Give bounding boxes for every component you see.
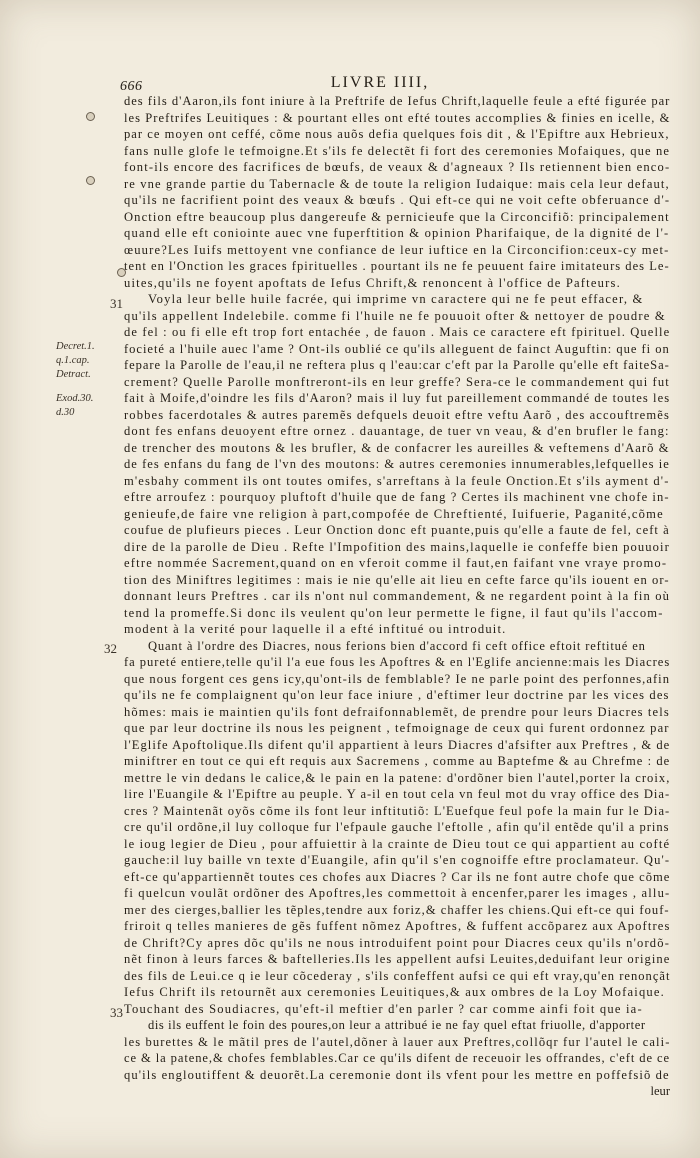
text-line: Touchant des Soudiacres, qu'eft-il meftier d'en parler ? car comme ainfi foit que ia- xyxy=(124,1001,643,1016)
text-line: l'Eglife Apoftolique.Ils difent qu'il appartient à leurs Diacres d'afsifter aux Preftres , & de xyxy=(124,737,670,752)
text-line: fait à Moife,d'oindre les fils d'Aaron? mais il luy fut pareillement commandé de toutes les xyxy=(124,391,670,405)
text-line: de fel : ou fi elle eft trop fort entachée , de fauon . Mais ce caractere eft fpirituel. Quelle xyxy=(124,325,670,339)
text-line: re vne grande partie du Tabernacle & de toute la religion Iudaique: mais cela leur defaut, xyxy=(124,176,670,191)
text-line: hõmes: mais ie maintien qu'ils font defraifonnablemẽt, de prendre pour leurs Diacres tels xyxy=(124,704,670,719)
text-line: les burettes & le mãtil pres de l'autel,dõner à lauer aux Preftres,collõqr fur l'autel le cali- xyxy=(124,1034,670,1049)
text-line: eft-ce qu'appartiennẽt toutes ces chofes aux Diacres ? Car ils ne font autre chofe que cõme xyxy=(124,869,670,884)
text-line: m'esbahy comment ils ont toutes omifes, s'arreftans à la feule Onction.Et s'ils ayment d'- xyxy=(124,473,670,488)
text-line: tend la promeffe.Si donc ils veulent qu'on leur permette le figne, il faut qu'ils l'accom- xyxy=(124,605,664,620)
text-line: dont fes enfans deuoyent eftre ornez . dauantage, de tuer vn veau, & d'en brufler le fang: xyxy=(124,424,670,438)
marginal-note: Decret.1. q.1.cap. Detract. xyxy=(56,341,95,380)
text-line: robbes facerdotales & autres paremẽs defquels deuoit eftre veftu Aarõ , des accouftremẽs xyxy=(124,407,670,422)
text-line: Voyla leur belle huile facrée, qui imprime vn caractere qui ne fe peut effacer, & xyxy=(148,292,644,306)
text-line: dis ils euffent le foin des poures,on leur a attribué ie ne fay quel eftat friuolle, d'apporter xyxy=(148,1018,646,1032)
text-line: nẽt finon à leurs farces & baftelleries.Ils les appellent aufsi Leuites,deduifant leur origine xyxy=(124,952,670,966)
text-line: de Chrift?Cy apres dõc qu'ils ne nous introduifent point pour Diacres ceux qu'ils n'ordõ- xyxy=(124,935,670,950)
text-line: ce & la patene,& chofes femblables.Car ce qu'ils difent de receuoir les offrandes, c'eft de ce xyxy=(124,1051,670,1065)
text-line: œuure?Les Iuifs mettoyent vne confiance de leur iuftice en la Circoncifion:ceux-cy met- xyxy=(124,242,670,257)
text-line: friroit q telles manieres de gẽs fuffent nõmez Apoftres, & fuffent accõparez aux Apoftres xyxy=(124,919,670,933)
text-line: donnant leurs Preftres . car ils n'ont nul commandement, & ne regardent point à la fin où xyxy=(124,589,670,603)
text-line: cres ? Maintenãt oyõs cõme ils font leur inftitutiõ: L'Euefque feul pofe la main fur le Dia- xyxy=(124,803,670,818)
text-line: mettre le vin dedans le calice,& le pain en la patene: d'ordõner bien l'autel,porter la croix, xyxy=(124,770,670,785)
text-line: que par leur doctrine ils nous les peignent , tefmoignage de ceux qui furent ordonnez par xyxy=(124,721,670,735)
text-line: cre qu'il ordõne,il luy colloque fur l'efpaule gauche l'eftolle , afin qu'il entẽde qu'il a prins xyxy=(124,820,670,834)
text-line: coufue de plufieurs pieces . Leur Onction donc eft puante,puis qu'elle a faute de fel, ceft à xyxy=(124,523,670,537)
text-line: fa pureté entiere,telle qu'il l'a eue fous les Apoftres & en l'Eglife ancienne:mais les Diacres xyxy=(124,655,670,669)
text-line: fepare la Parolle de l'eau,il ne reftera plus q l'eau:car c'eft par la Parolle qu'elle eft faiteSa- xyxy=(124,358,670,372)
section-number: 33 xyxy=(110,1005,123,1020)
text-line: miniftrer en tout ce qui eft requis aux Sacremens , comme au Baptefme & au Chrefme : de xyxy=(124,754,670,768)
text-line: fans nulle glofe le tefmoigne.Et s'ils fe delectẽt fi fort des ceremonies Mofaiques, que ne xyxy=(124,143,670,158)
text-line: qu'ils ne fe complaignent qu'on leur face iniure , d'eftimer leur doctrine par les vices des xyxy=(124,688,670,702)
text-line: de fes enfans du fang de l'vn des moutons: & autres ceremonies innumerables,lefquelles ie xyxy=(124,457,670,471)
text-line: qu'ils ne facrifient point des veaux & bœufs . Qui eft-ce qui ne voit cefte obferuance d'- xyxy=(124,193,670,207)
body-text xyxy=(124,93,670,1100)
text-line: crement? Quelle Parolle monftreront-ils en leur greffe? Sera-ce le commandement qui fut xyxy=(124,374,670,389)
section-number: 31 xyxy=(110,296,123,311)
text-line: eftre arroufez : pourquoy pluftoft d'huile que de fang ? Certes ils machinent vne chofe in- xyxy=(124,490,670,504)
text-line: modent à la verité pour laquelle il a efté inftitué ou introduit. xyxy=(124,622,507,636)
text-line: Quant à l'ordre des Diacres, nous ferions bien d'accord fi ceft office eftoit reftitué en xyxy=(148,638,646,653)
section-number: 32 xyxy=(104,641,117,656)
text-line: des fils d'Aaron,ils font iniure à la Preftrife de Iefus Chrift,laquelle feule a efté figurée par xyxy=(124,94,670,108)
text-line: tion des Miniftres legitimes : mais ie nie qu'elle ait lieu en cefte farce qu'ils iouent en or- xyxy=(124,572,670,587)
text-line: qu'ils appellent Indelebile. comme fi l'huile ne fe pouuoit ofter & nettoyer de poudre & xyxy=(124,308,666,323)
text-line: mer des cierges,ballier les tẽples,tendre aux foriz,& chaffer les chiens.Qui eft-ce qui fouf- xyxy=(124,902,670,917)
text-line: dire de la parolle de Dieu . Refte l'Impofition des mains,laquelle ie confeffe bien pouuoir xyxy=(124,539,670,554)
marginal-note: Exod.30. d.30 xyxy=(56,393,94,418)
text-line: tent en l'Onction les graces fpirituelles . pourtant ils ne fe peuuent faire imitateurs des Le- xyxy=(124,259,670,273)
text-line: Onction eftre beaucoup plus dangereufe & pernicieufe que la Circoncifiõ: principalement xyxy=(124,209,670,224)
text-line: eftre nommée Sacrement,quand on en vferoit comme il faut,en faifant vne vraye promo- xyxy=(124,556,668,570)
text-line: que nous forgent ces gens icy,qu'ont-ils de femblable? Ie ne parle point des perfonnes,afin xyxy=(124,671,670,686)
text-line: focieté a l'huile auec l'ame ? Ont-ils oublié ce qu'ils alleguent de fainct Auguftin: que fi on xyxy=(124,341,670,356)
text-line: genieufe,de faire vne religion à part,compofée de Chreftienté, Iuifuerie, Paganité,cõme xyxy=(124,506,664,521)
text-line: fi quelcun voulãt ordõner des Apoftres,les commettoit à encenfer,parer les images , allu- xyxy=(124,886,670,900)
running-head: LIVRE IIII, xyxy=(330,74,430,91)
text-line: des fils de Leui.ce q ie leur cõcederay , s'ils confeffent aufsi ce qui eft vray,qu'en renonçãt xyxy=(124,968,670,983)
text-line: les Preftrifes Leuitiques : & pourtant elles ont efté toutes accomplies & finies en icelle, & xyxy=(124,110,670,125)
text-line: leur xyxy=(650,1084,670,1098)
text-line: lire l'Euangile & l'Epiftre au peuple. Y a-il en tout cela vn feul mot du vray office des Dia- xyxy=(124,787,670,801)
page-number: 666 xyxy=(120,79,143,94)
text-line: font-ils encore des facrifices de bœufs, de veaux & d'agneaux ? Ils retiennent bien enco- xyxy=(124,160,670,174)
text-line: le ioug legier de Dieu , pour affuiettir à la crainte de Dieu tout ce qui appartient au cofté xyxy=(124,836,670,851)
binding-hole-mark xyxy=(86,176,95,185)
text-line: quand elle eft coniointe auec vne fuperftition & opinion Pharifaique, de la dignité de l'- xyxy=(124,226,670,240)
text-line: qu'ils engloutiffent & deuorẽt.La ceremonie dont ils vfent pour les mettre en poffefsiõ de xyxy=(124,1067,670,1082)
text-line: uites,qu'ils ne foyent apoftats de Iefus Chrift,& renoncent à l'office de Pafteurs. xyxy=(124,275,621,290)
text-line: de trencher des moutons & les brufler, & de confacrer les aureilles & veftemens d'Aarõ & xyxy=(124,440,670,455)
text-line: par ce moyen ont ceffé, cõme nous auõs defia quelques fois dit , & l'Epiftre aux Hebrieux, xyxy=(124,127,670,141)
text-line: gauche:il luy baille vn texte d'Euangile, afin qu'il s'en cognoiffe eftre proclamateur. Qu'- xyxy=(124,853,670,867)
binding-hole-mark xyxy=(86,112,95,121)
text-line: Iefus Chrift ils retournẽt aux ceremonies Leuitiques,& aux ombres de la Loy Mofaique. xyxy=(124,985,666,999)
